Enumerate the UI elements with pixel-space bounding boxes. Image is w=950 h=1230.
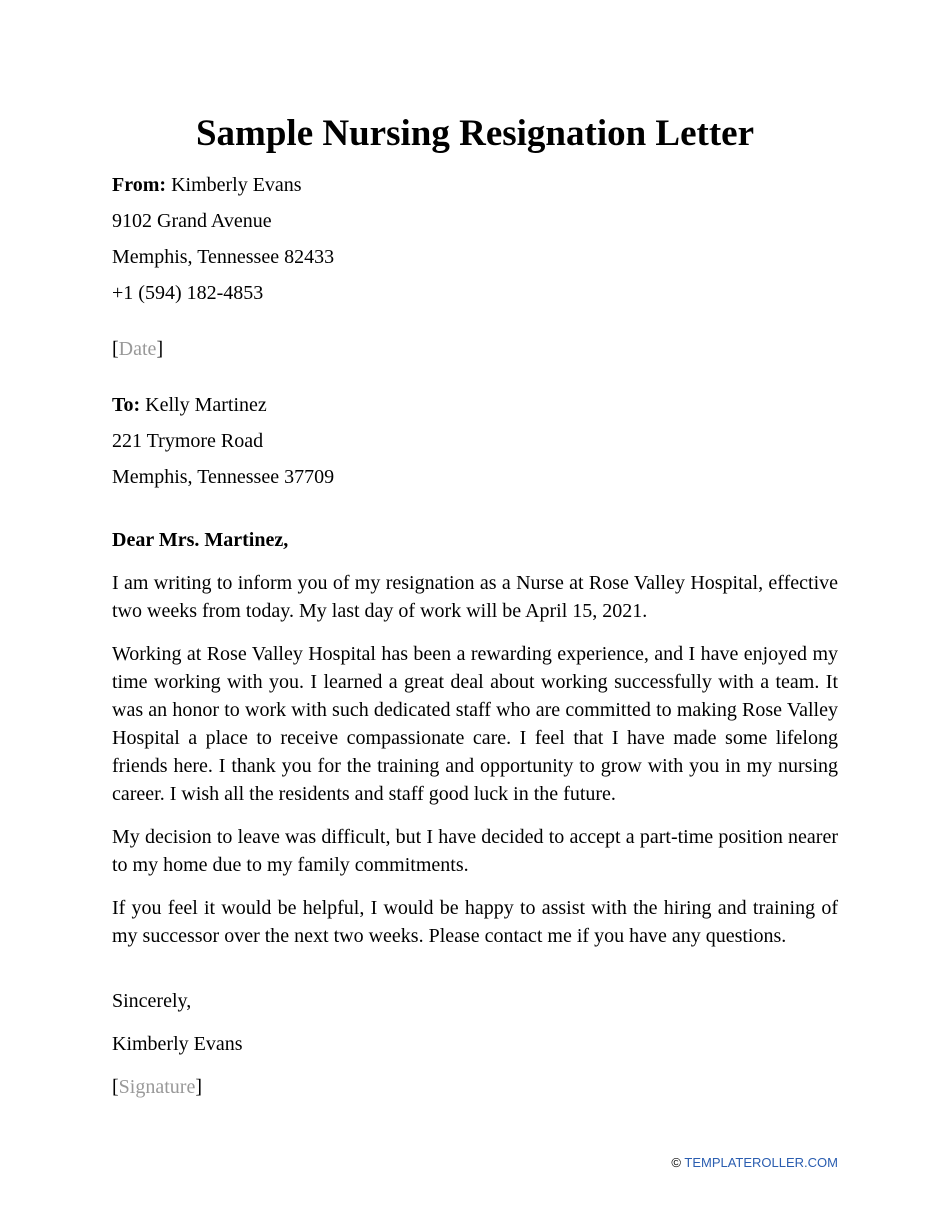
- recipient-name-line: [112, 391, 267, 419]
- recipient-label: To:: [112, 394, 141, 416]
- body-paragraph-3: My decision to leave was difficult, but I have decided to accept a part-time position nearer to my home due to my family commitments.: [112, 826, 838, 876]
- sender-name-line: [112, 171, 302, 199]
- signoff-name: Kimberly Evans: [112, 1033, 243, 1055]
- signature-field: [Signature]: [112, 1076, 202, 1098]
- sender-city: Memphis, Tennessee 82433: [112, 246, 335, 268]
- recipient-name: Kelly Martinez: [145, 394, 267, 416]
- templateroller-link[interactable]: TEMPLATEROLLER.COM: [684, 1155, 838, 1170]
- body-paragraph-1: I am writing to inform you of my resignation as a Nurse at Rose Valley Hospital, effective two weeks from today. My last day of work will be April 15, 2021.: [112, 572, 838, 622]
- date-placeholder: Date: [118, 338, 157, 360]
- footer-copyright: [671, 1153, 838, 1173]
- page-title: Sample Nursing Resignation Letter: [195, 113, 755, 154]
- salutation: Dear Mrs. Martinez,: [112, 529, 289, 551]
- signature-placeholder: Signature: [118, 1076, 196, 1098]
- recipient-street: 221 Trymore Road: [112, 430, 264, 452]
- sender-street: 9102 Grand Avenue: [112, 210, 272, 232]
- sender-label: From:: [112, 174, 167, 196]
- recipient-city: Memphis, Tennessee 37709: [112, 466, 335, 488]
- copyright-symbol: ©: [671, 1155, 681, 1170]
- body-paragraph-2: Working at Rose Valley Hospital has been a rewarding experience, and I have enjoyed my time working with you. I learned a great deal about working successfully with a team. It was an honor to work with such dedicated staff who are committed to making Rose Valley Hospital a place to receive compassionate care. I feel that I have made some lifelong friends here. I thank you for the training and opportunity to grow with you in my nursing career. I wish all the residents and staff good luck in the future.: [112, 643, 838, 805]
- sender-name: Kimberly Evans: [171, 174, 302, 196]
- date-field: [Date]: [112, 338, 164, 360]
- closing: Sincerely,: [112, 990, 192, 1012]
- body-paragraph-4: If you feel it would be helpful, I would be happy to assist with the hiring and training of my successor over the next two weeks. Please contact me if you have any questions.: [112, 897, 838, 947]
- sender-phone: +1 (594) 182-4853: [112, 282, 264, 304]
